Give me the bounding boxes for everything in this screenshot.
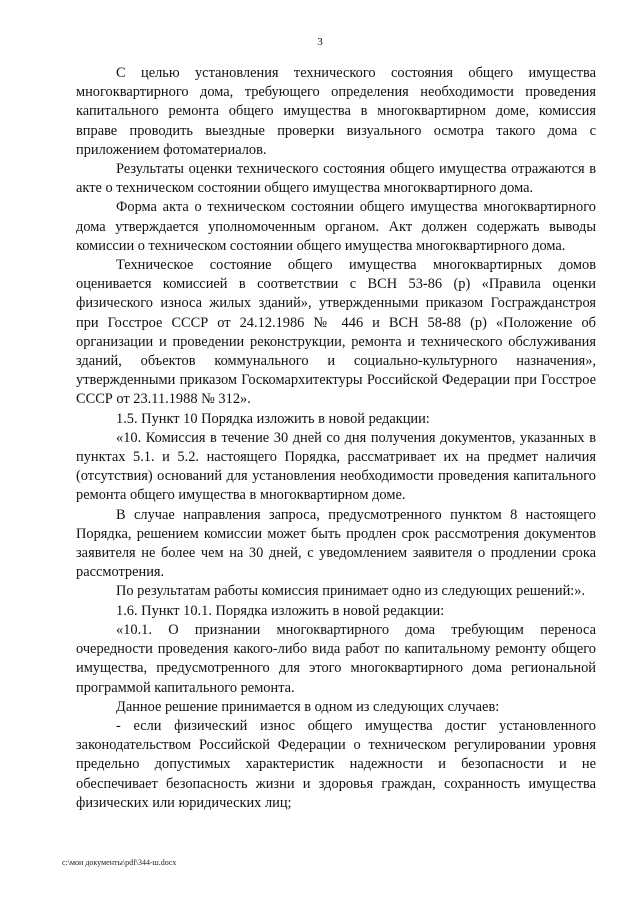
paragraph-cases-intro: Данное решение принимается в одном из следующих случаев: <box>116 698 500 715</box>
paragraph-clause-10-1: «10.1. О признании многоквартирного дома требующим переноса очередности проведения какого-либо вида работ по капитальному ремонту общего имущества, предусмотренного для этого многоквартирного дома региональной программой капитального ремонта. <box>76 621 596 696</box>
paragraph-clause-10: «10. Комиссия в течение 30 дней со дня получения документов, указанных в пунктах 5.1. и 5.2. настоящего Порядка, рассматривает их на предмет наличия (отсутствия) оснований для установления необходимости проведения капитального ремонта общего имущества в многоквартирном доме. <box>76 429 596 504</box>
paragraph-act-form: Форма акта о техническом состоянии общего имущества многоквартирного дома утверждается уполномоченным органом. Акт должен содержать выводы комиссии о техническом состоянии общего имущества многоквартирного дома. <box>76 199 596 254</box>
paragraph-photo-inspection: С целью установления технического состояния общего имущества многоквартирного дома, требующего определения необходимости проведения капитального ремонта общего имущества в многоквартирном доме, комиссия вправе проводить выездные проверки визуального осмотра такого дома с приложением фотоматериалов. <box>76 65 596 158</box>
paragraph-assessment-results: Результаты оценки технического состояния общего имущества отражаются в акте о техническом состоянии общего имущества многоквартирного дома. <box>76 161 596 197</box>
paragraph-case-wear: - если физический износ общего имущества достиг установленного законодательством Российской Федерации о техническом регулировании уровня предельно допустимых характеристик надежности и безопасности и не обеспечивает безопасность жизни и здоровья граждан, сохранность имущества физических или юридических лиц; <box>76 717 596 811</box>
footer-file-path: c:\мои документы\pdf\344-ш.docx <box>62 858 177 867</box>
paragraph-request-extension: В случае направления запроса, предусмотренного пунктом 8 настоящего Порядка, решением комиссии может быть продлен срок рассмотрения документов заявителя не более чем на 30 дней, с уведомлением заявителя о продлении срока рассмотрения. <box>76 506 596 581</box>
paragraph-decisions: По результатам работы комиссия принимает одно из следующих решений:». <box>116 583 586 600</box>
page-number: 3 <box>317 36 323 48</box>
paragraph-technical-condition: Техническое состояние общего имущества многоквартирных домов оценивается комиссией в соответствии с ВСН 53-86 (р) «Правила оценки физического износа жилых зданий», утвержденными приказом Госгражданстроя при Госстрое СССР от 24.12.1986 № 446 и ВСН 58-88 (р) «Положение об организации и проведении реконструкции, ремонта и технического обслуживания зданий, объектов коммунального и социально-культурного назначения», утвержденными приказом Госкомархитектуры Российской Федерации при Госстрое СССР от 23.11.1988 № 312». <box>76 257 596 408</box>
paragraph-item-1-6: 1.6. Пункт 10.1. Порядка изложить в новой редакции: <box>116 602 445 619</box>
paragraph-item-1-5: 1.5. Пункт 10 Порядка изложить в новой редакции: <box>116 410 430 427</box>
document-body <box>76 64 596 813</box>
